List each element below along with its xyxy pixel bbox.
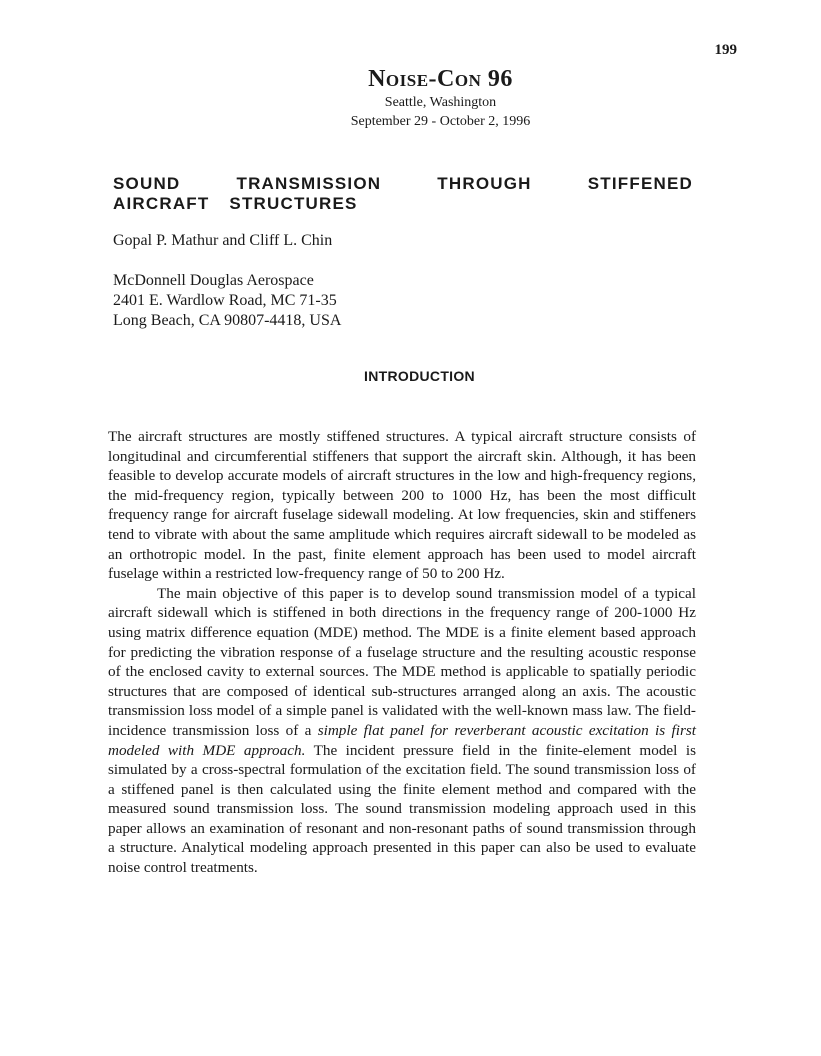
affiliation-organization: McDonnell Douglas Aerospace [113,272,314,289]
affiliation [113,271,341,331]
affiliation-street: 2401 E. Wardlow Road, MC 71-35 [113,292,337,309]
paragraph-1: The aircraft structures are mostly stiffened structures. A typical aircraft structure consists of longitudinal and circumferential stiffeners that support the aircraft skin. Although, it has been feasible to develop accurate models of aircraft structures in the low and high-frequency regions, the mid-frequency region, typically between 200 to 1000 Hz, has been the most difficult frequency range for aircraft fuselage sidewall modeling. At low frequencies, skin and stiffeners tend to vibrate with about the same amplitude which requires aircraft sidewall to be modeled as an orthotropic model. In the past, finite element approach has been used to model aircraft fuselage within a restricted low-frequency range of 50 to 200 Hz. [108,428,696,583]
paper-title: SOUND TRANSMISSION THROUGH STIFFENED AIRCRAFT STRUCTURES [113,174,693,213]
introduction-body [108,427,696,878]
paragraph-2-part-b: simple flat panel for reverberant acoustic excitation is first modeled with MDE approach. [108,721,696,759]
conference-dates: September 29 - October 2, 1996 [350,114,531,129]
authors: Gopal P. Mathur and Cliff L. Chin [113,232,333,249]
paragraph-2 [108,584,696,878]
page-number: 199 [714,42,737,58]
conference-name: Noise-Con 96 [368,66,513,92]
section-heading-introduction: INTRODUCTION [364,368,475,384]
affiliation-city: Long Beach, CA 90807-4418, USA [113,312,342,329]
paragraph-2-part-c: The incident pressure field in the finite-element model is simulated by a cross-spectral formulation of the excitation field. The sound transmission loss of a stiffened panel is then calculated using the finite element method and compared with the measured sound transmission loss. The sound transmission modeling approach used in this paper allows an examination of resonant and non-resonant paths of sound transmission through a structure. Analytical modeling approach presented in this paper can also be used to evaluate noise control treatments. [108,741,696,877]
paragraph-2-part-a: The main objective of this paper is to develop sound transmission model of a typical aircraft sidewall which is stiffened in both directions in the frequency range of 200-1000 Hz using matrix difference equation (MDE) method. The MDE is a finite element based approach for predicting the vibration response of a fuselage structure and the resulting acoustic response of the enclosed cavity to external sources. The MDE method is applicable to spatially periodic structures that are composed of identical sub-structures arranged along an axis. The acoustic transmission loss model of a simple panel is validated with the well-known mass law. The field-incidence transmission loss of a [108,584,696,739]
conference-location: Seattle, Washington [384,95,497,110]
conference-header [0,66,821,131]
